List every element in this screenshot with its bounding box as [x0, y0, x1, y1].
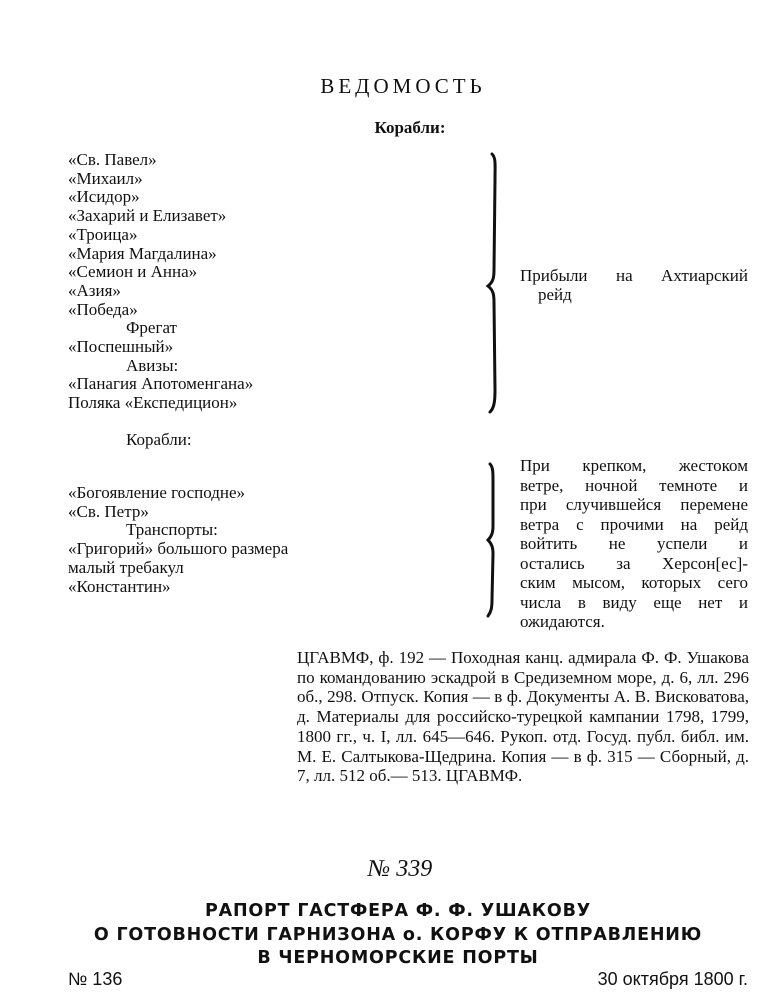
note-line: числа в виду еще нет и — [520, 592, 748, 612]
list-subheading: Авизы: — [126, 355, 179, 375]
list-subheading: Фрегат — [126, 318, 177, 338]
curly-brace-icon — [478, 150, 508, 416]
list-item: «Св. Павел» — [68, 150, 157, 169]
document-heading — [0, 900, 760, 971]
curly-brace-icon — [478, 460, 508, 620]
note-line: При крепком, жестоком — [520, 456, 748, 475]
list-item: «Победа» — [68, 299, 138, 319]
section1-heading: Корабли: — [374, 118, 446, 137]
list-item: «Богоявление господне» — [68, 483, 246, 502]
note-line: ским мысом, которых сего — [520, 573, 748, 592]
note-line: остались за Херсон[ес]- — [520, 553, 748, 573]
note-line: Прибыли на Ахтиарский — [520, 266, 748, 285]
list-item: «Панагия Апотоменгана» — [68, 374, 254, 394]
list-item: «Мария Магдалина» — [68, 243, 217, 263]
list-item: «Троица» — [68, 224, 138, 244]
list-item: «Захарий и Елизавет» — [68, 206, 227, 226]
list-subheading: Транспорты: — [126, 520, 218, 540]
list-item: малый требакул — [68, 557, 184, 577]
section2-note — [520, 456, 748, 632]
list-item: «Михаил» — [68, 168, 143, 188]
note-line: ветре, ночной темноте и — [520, 475, 748, 495]
note-line: ветра с прочими на рейд — [520, 514, 748, 534]
list-item: «Константин» — [68, 576, 171, 596]
section1-ship-list — [68, 151, 253, 413]
note-line: ожидаются. — [520, 612, 605, 631]
list-item: «Исидор» — [68, 187, 140, 207]
archive-source-note: ЦГАВМФ, ф. 192 — Походная канц. адмирала Ф. Ф. Ушакова по командованию эскадрой в Средиземном море, д. 6, лл. 296 об., 298. Отпуск. Копия — в ф. Документы А. В. Висковатова, д. Материалы для российско-турецкой кампании 1798, 1799, 1800 гг., ч. I, лл. 645—646. Рукоп. отд. Госуд. публ. библ. им. М. Е. Салтыкова-Щедрина. Копия — в ф. 315 — Сборный, д. 7, лл. 512 об.— 513. ЦГАВМФ. — [297, 648, 749, 786]
list-item: «Григорий» большого размера — [68, 539, 289, 559]
list-item: «Поспешный» — [68, 337, 174, 357]
heading-line: О ГОТОВНОСТИ ГАРНИЗОНА о. КОРФУ К ОТПРАВЛЕНИЮ — [93, 924, 703, 945]
list-item: Поляка «Експедицион» — [68, 393, 238, 413]
section2-heading: Корабли: — [126, 430, 192, 449]
section2-ship-list — [68, 484, 288, 596]
list-item: «Семион и Анна» — [68, 262, 198, 282]
document-date: 30 октября 1800 г. — [597, 969, 748, 989]
heading-line: В ЧЕРНОМОРСКИЕ ПОРТЫ — [257, 948, 539, 968]
heading-line: РАПОРТ ГАСТФЕРА Ф. Ф. УШАКОВУ — [204, 901, 592, 921]
note-line: при случившейся перемене — [520, 495, 748, 514]
document-title: ВЕДОМОСТЬ — [320, 74, 486, 98]
note-line: рейд — [538, 285, 572, 304]
document-number: № 339 — [367, 856, 433, 882]
note-line: войтить не успели и — [520, 534, 748, 553]
section1-note — [520, 266, 748, 304]
registration-number: № 136 — [68, 969, 123, 989]
list-item: «Св. Петр» — [68, 501, 149, 521]
list-item: «Азия» — [68, 280, 121, 300]
